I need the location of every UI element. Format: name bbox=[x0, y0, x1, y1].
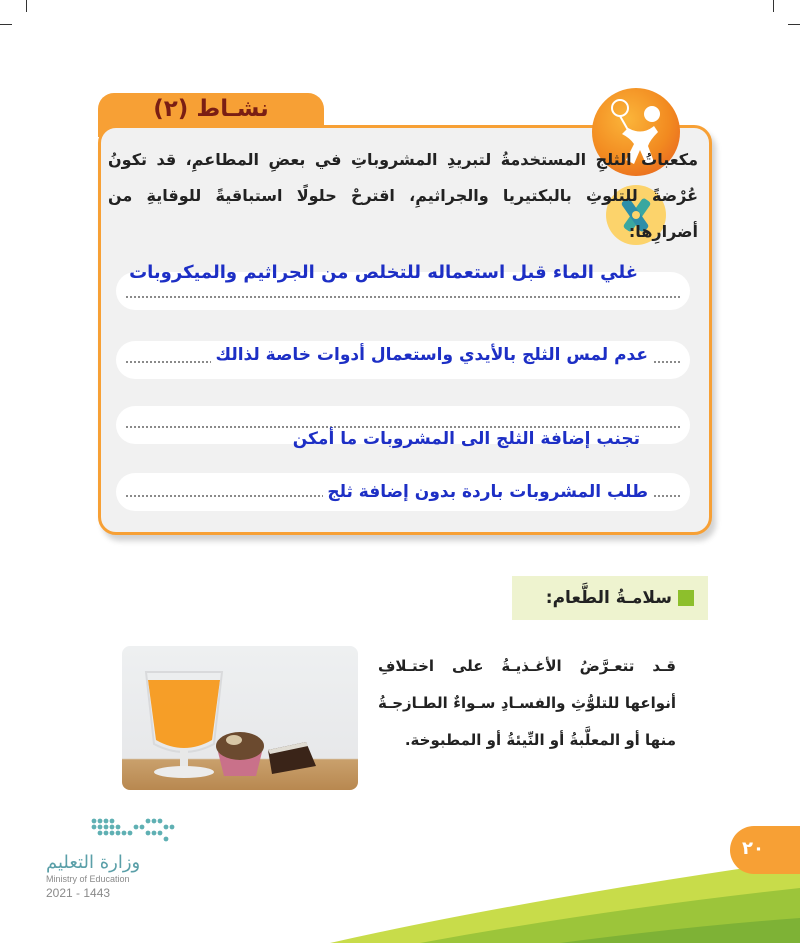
answer-text: غلي الماء قبل استعماله للتخلص من الجراثيم والميكروبات bbox=[129, 262, 638, 283]
edition-year: 2021 - 1443 bbox=[46, 886, 111, 900]
ministry-name-english: Ministry of Education bbox=[46, 874, 130, 884]
answer-text: عدم لمس الثلج بالأيدي واستعمال أدوات خاصة لذالك bbox=[211, 345, 652, 365]
section-heading: سلامـةُ الطَّعام: bbox=[545, 588, 672, 608]
juice-and-cake-photo bbox=[122, 646, 358, 790]
question-line: أضرارِها: bbox=[628, 222, 698, 241]
answer-text: طلب المشروبات باردة بدون إضافة ثلج bbox=[323, 482, 652, 502]
section-bullet bbox=[678, 590, 694, 606]
question-line: عُرْضةً للتلوثِ بالبكتيريا والجراثيمِ، اقترحْ حلولًا استباقيةً للوقايةِ من bbox=[108, 186, 698, 205]
crop-mark bbox=[0, 24, 12, 25]
question-line: مكعباتُ الثلجِ المستخدمةُ لتبريدِ المشروباتِ في بعضِ المطاعمِ، قد تكونُ bbox=[108, 150, 698, 169]
ministry-name-arabic: وزارة التعليم bbox=[46, 852, 141, 873]
activity-question bbox=[108, 142, 698, 250]
crop-mark bbox=[773, 0, 774, 12]
page-number-badge bbox=[730, 826, 800, 874]
page-number: ٢٠ bbox=[742, 838, 764, 859]
food-safety-paragraph: قـد تتعـرَّضُ الأغـذيـةُ على اختـلافِ أنواعها للتلوُّثِ والفسـادِ سـواءٌ الطـازجـةُ منها أو المعلَّبةُ أو النِّيئةُ أو المطبوخة. bbox=[378, 657, 676, 749]
activity-title: نشـاط (٢) bbox=[153, 96, 269, 122]
dotted-line bbox=[126, 426, 680, 428]
answer-text: تجنب إضافة الثلج الى المشروبات ما أمكن bbox=[292, 429, 640, 449]
dotted-line bbox=[126, 296, 680, 298]
crop-mark bbox=[788, 24, 800, 25]
crop-mark bbox=[26, 0, 27, 12]
ministry-logo-icon bbox=[88, 815, 180, 849]
